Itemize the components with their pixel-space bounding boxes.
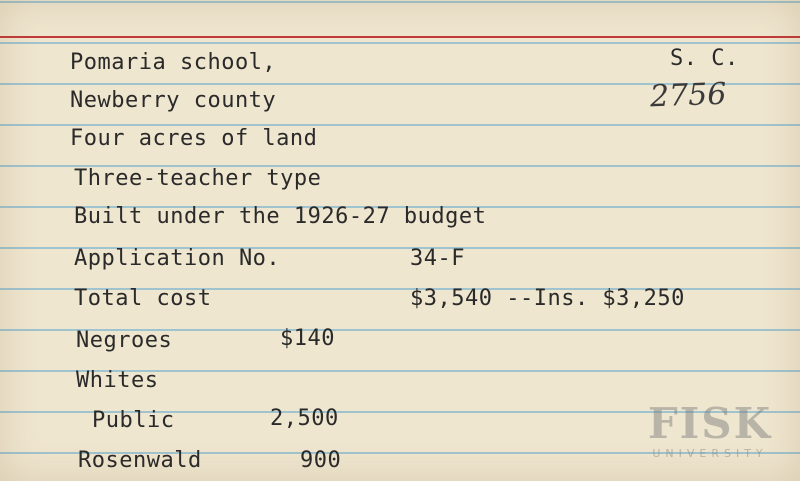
county-name: Newberry county (70, 88, 277, 113)
negroes-value: $140 (280, 326, 335, 351)
rosenwald-value: 900 (300, 448, 342, 473)
fisk-university-watermark (630, 399, 790, 471)
total-cost-label: Total cost (74, 286, 212, 311)
public-value: 2,500 (270, 406, 339, 431)
state-label: S. C. (670, 46, 739, 71)
total-cost-value: $3,540 --Ins. $3,250 (410, 286, 685, 311)
budget-line: Built under the 1926-27 budget (74, 204, 487, 229)
public-label: Public (92, 408, 175, 433)
application-number: 34-F (410, 246, 465, 271)
handwritten-catalog-number: 2756 (649, 76, 727, 115)
school-type: Three-teacher type (74, 166, 322, 191)
land-description: Four acres of land (70, 126, 318, 151)
watermark-subtitle: UNIVERSITY (652, 447, 768, 460)
negroes-label: Negroes (76, 328, 173, 353)
whites-label: Whites (76, 368, 159, 393)
school-name: Pomaria school, (70, 50, 277, 75)
application-label: Application No. (74, 246, 281, 271)
watermark-name: FISK (647, 399, 773, 448)
rosenwald-label: Rosenwald (78, 448, 202, 473)
